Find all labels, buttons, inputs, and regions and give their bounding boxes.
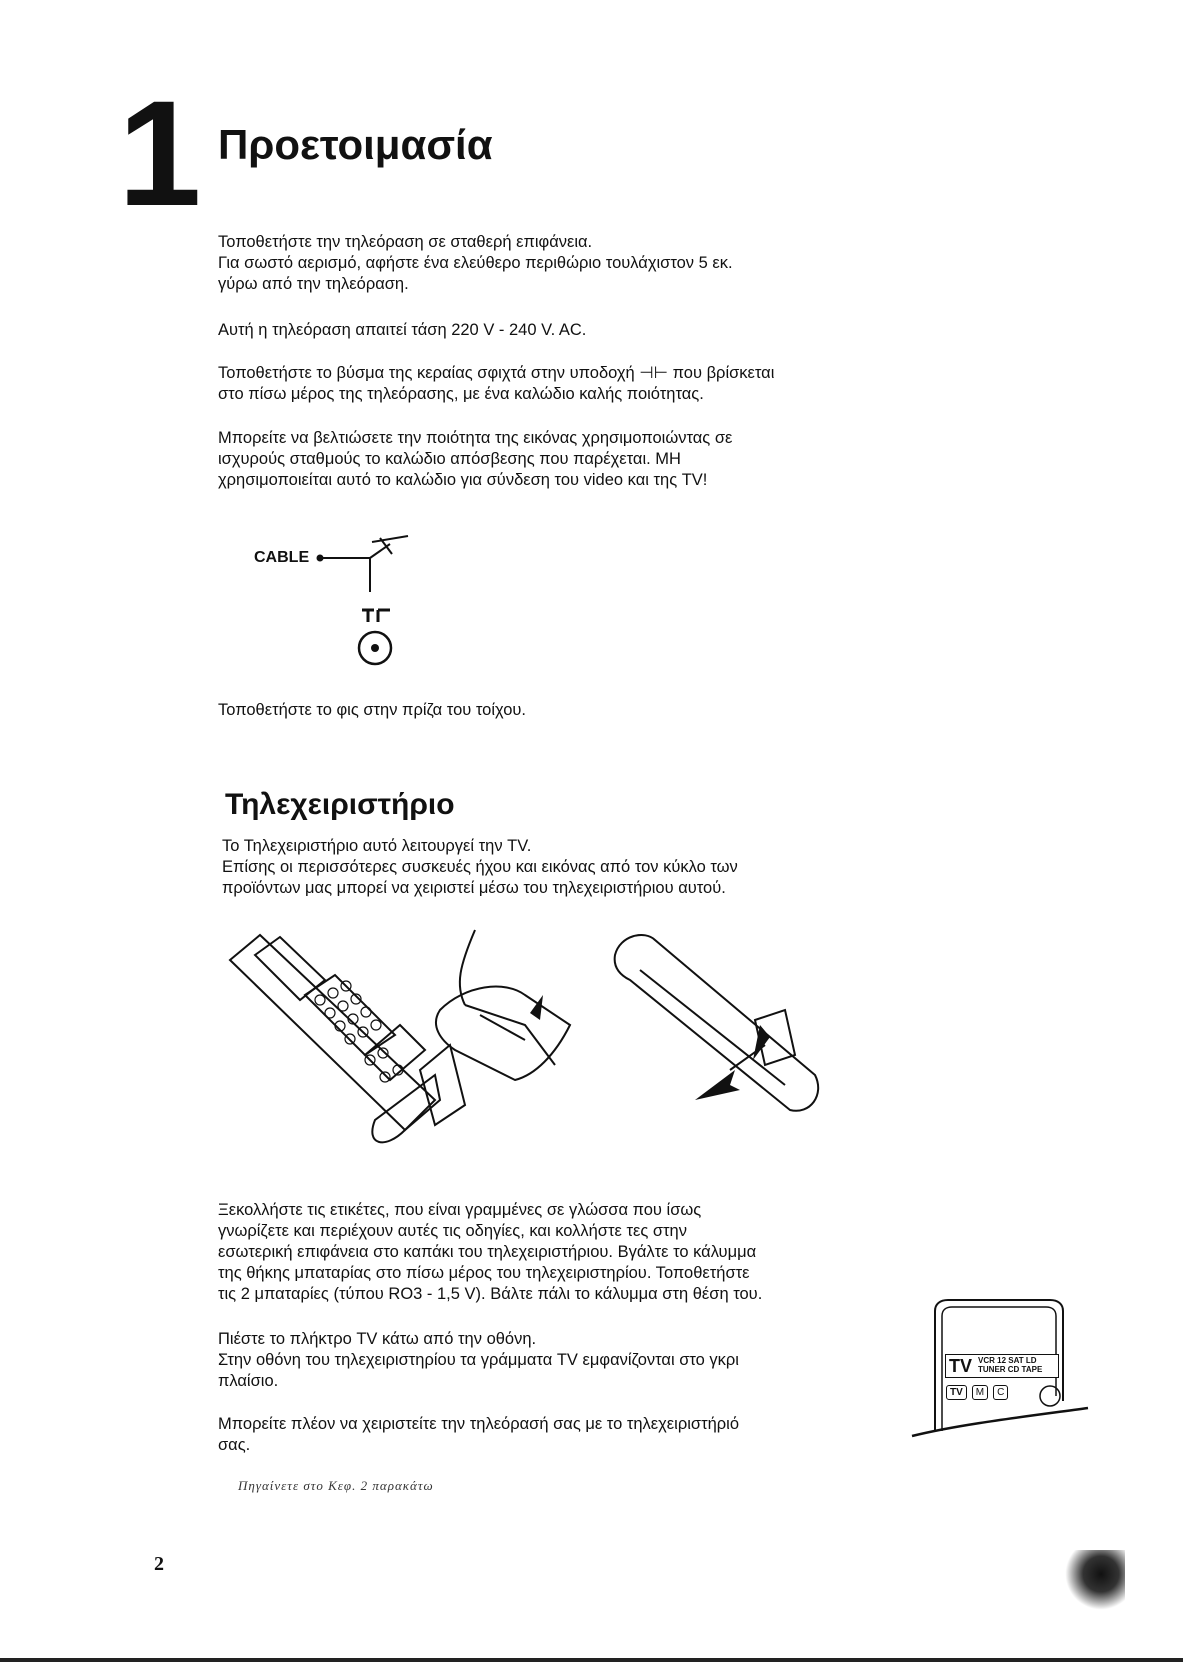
voltage-paragraph [218, 320, 586, 341]
display-row2: TUNER CD TAPE [978, 1365, 1043, 1374]
remote-cover-illustration [436, 930, 570, 1080]
intro-paragraph [218, 232, 733, 295]
labels-line: γνωρίζετε και περιέχουν αυτές τις οδηγίες, και κολλήστε τες στην [218, 1222, 687, 1240]
intro-line: Τοποθετήστε την τηλεόραση σε σταθερή επιφάνεια. [218, 233, 593, 251]
remote-section-title: Τηλεχειριστήριο [225, 788, 455, 821]
insert-arrow-icon [695, 1070, 740, 1100]
footer-note: Πηγαίνετε στο Κεφ. 2 παρακάτω [238, 1478, 434, 1493]
improve-line: Μπορείτε να βελτιώσετε την ποιότητα της εικόνας χρησιμοποιώντας σε [218, 429, 733, 447]
cable-diagram [252, 530, 472, 680]
remote-line: Επίσης οι περισσότερες συσκευές ήχου και εικόνας από τον κύκλο των [222, 858, 738, 876]
press-tv-line: πλαίσιο. [218, 1372, 279, 1390]
intro-line: Για σωστό αερισμό, αφήστε ένα ελεύθερο περιθώριο τουλάχιστον 5 εκ. [218, 254, 733, 272]
labels-line: τις 2 μπαταρίες (τύπου RO3 - 1,5 V). Βάλτε πάλι το κάλυμμα στη θέση του. [218, 1285, 763, 1303]
page-number: 2 [154, 1553, 164, 1575]
display-tv-label: TV [949, 1356, 973, 1376]
remote-buttons-pattern [315, 981, 403, 1082]
plug-paragraph [218, 700, 526, 721]
remote-screen-illustration [910, 1296, 1090, 1446]
tv-button[interactable]: TV [946, 1385, 967, 1400]
intro-line: γύρω από την τηλεόραση. [218, 275, 409, 293]
voltage-line: Αυτή η τηλεόραση απαιτεί τάση 220 V - 240 V. AC. [218, 321, 587, 339]
press-tv-line: Στην οθόνη του τηλεχειριστηρίου τα γράμματα TV εμφανίζονται στο γκρι [218, 1351, 739, 1369]
labels-line: εσωτερική επιφάνεια στο καπάκι του τηλεχειριστήριου. Βγάλτε το κάλυμμα [218, 1243, 757, 1261]
chapter-number: 1 [118, 69, 198, 237]
scan-smudge [1065, 1550, 1125, 1610]
c-button[interactable]: C [993, 1385, 1008, 1400]
final-line: Μπορείτε πλέον να χειριστείτε την τηλεόρασή σας με το τηλεχειριστήριό [218, 1415, 739, 1433]
up-arrow-icon [753, 1025, 770, 1060]
remote-buttons-row [946, 1385, 1008, 1400]
remote-display [945, 1354, 1059, 1378]
antenna-paragraph [218, 363, 774, 405]
press-tv-line: Πιέστε το πλήκτρο TV κάτω από την οθόνη. [218, 1330, 537, 1348]
remote-illustrations [225, 925, 885, 1155]
improve-paragraph [218, 428, 732, 491]
antenna-connector-icon [252, 530, 472, 680]
remote-paragraph [222, 836, 738, 899]
antenna-line: Τοποθετήστε το βύσμα της κεραίας σφιχτά στην υποδοχή ⊣⊢ που βρίσκεται [218, 364, 775, 382]
final-line: σας. [218, 1436, 251, 1454]
plug-line: Τοποθετήστε το φις στην πρίζα του τοίχου. [218, 701, 526, 719]
m-button[interactable]: M [972, 1385, 988, 1400]
remote-line: προϊόντων μας μπορεί να χειριστεί μέσω του τηλεχειριστήριου αυτού. [222, 879, 726, 897]
press-tv-paragraph [218, 1329, 739, 1392]
scan-edge-line [0, 1658, 1183, 1662]
improve-line: χρησιμοποιείται αυτό το καλώδιο για σύνδεση του video και της TV! [218, 471, 708, 489]
improve-line: ισχυρούς σταθμούς το καλώδιο απόσβεσης που παρέχεται. ΜΗ [218, 450, 681, 468]
final-paragraph [218, 1414, 739, 1456]
labels-line: της θήκης μπαταρίας στο πίσω μέρος του τηλεχειριστηρίου. Τοποθετήστε [218, 1264, 750, 1282]
antenna-line: στο πίσω μέρος της τηλεόρασης, με ένα καλώδιο καλής ποιότητας. [218, 385, 704, 403]
remote-line: Το Τηλεχειριστήριο αυτό λειτουργεί την TV. [222, 837, 532, 855]
cable-label: CABLE [254, 549, 310, 566]
display-row1: VCR 12 SAT LD [978, 1356, 1037, 1365]
labels-battery-paragraph [218, 1200, 762, 1305]
remote-front-illustration [230, 935, 465, 1142]
chapter-title: Προετοιμασία [218, 121, 493, 168]
labels-line: Ξεκολλήστε τις ετικέτες, που είναι γραμμένες σε γλώσσα που ίσως [218, 1201, 702, 1219]
